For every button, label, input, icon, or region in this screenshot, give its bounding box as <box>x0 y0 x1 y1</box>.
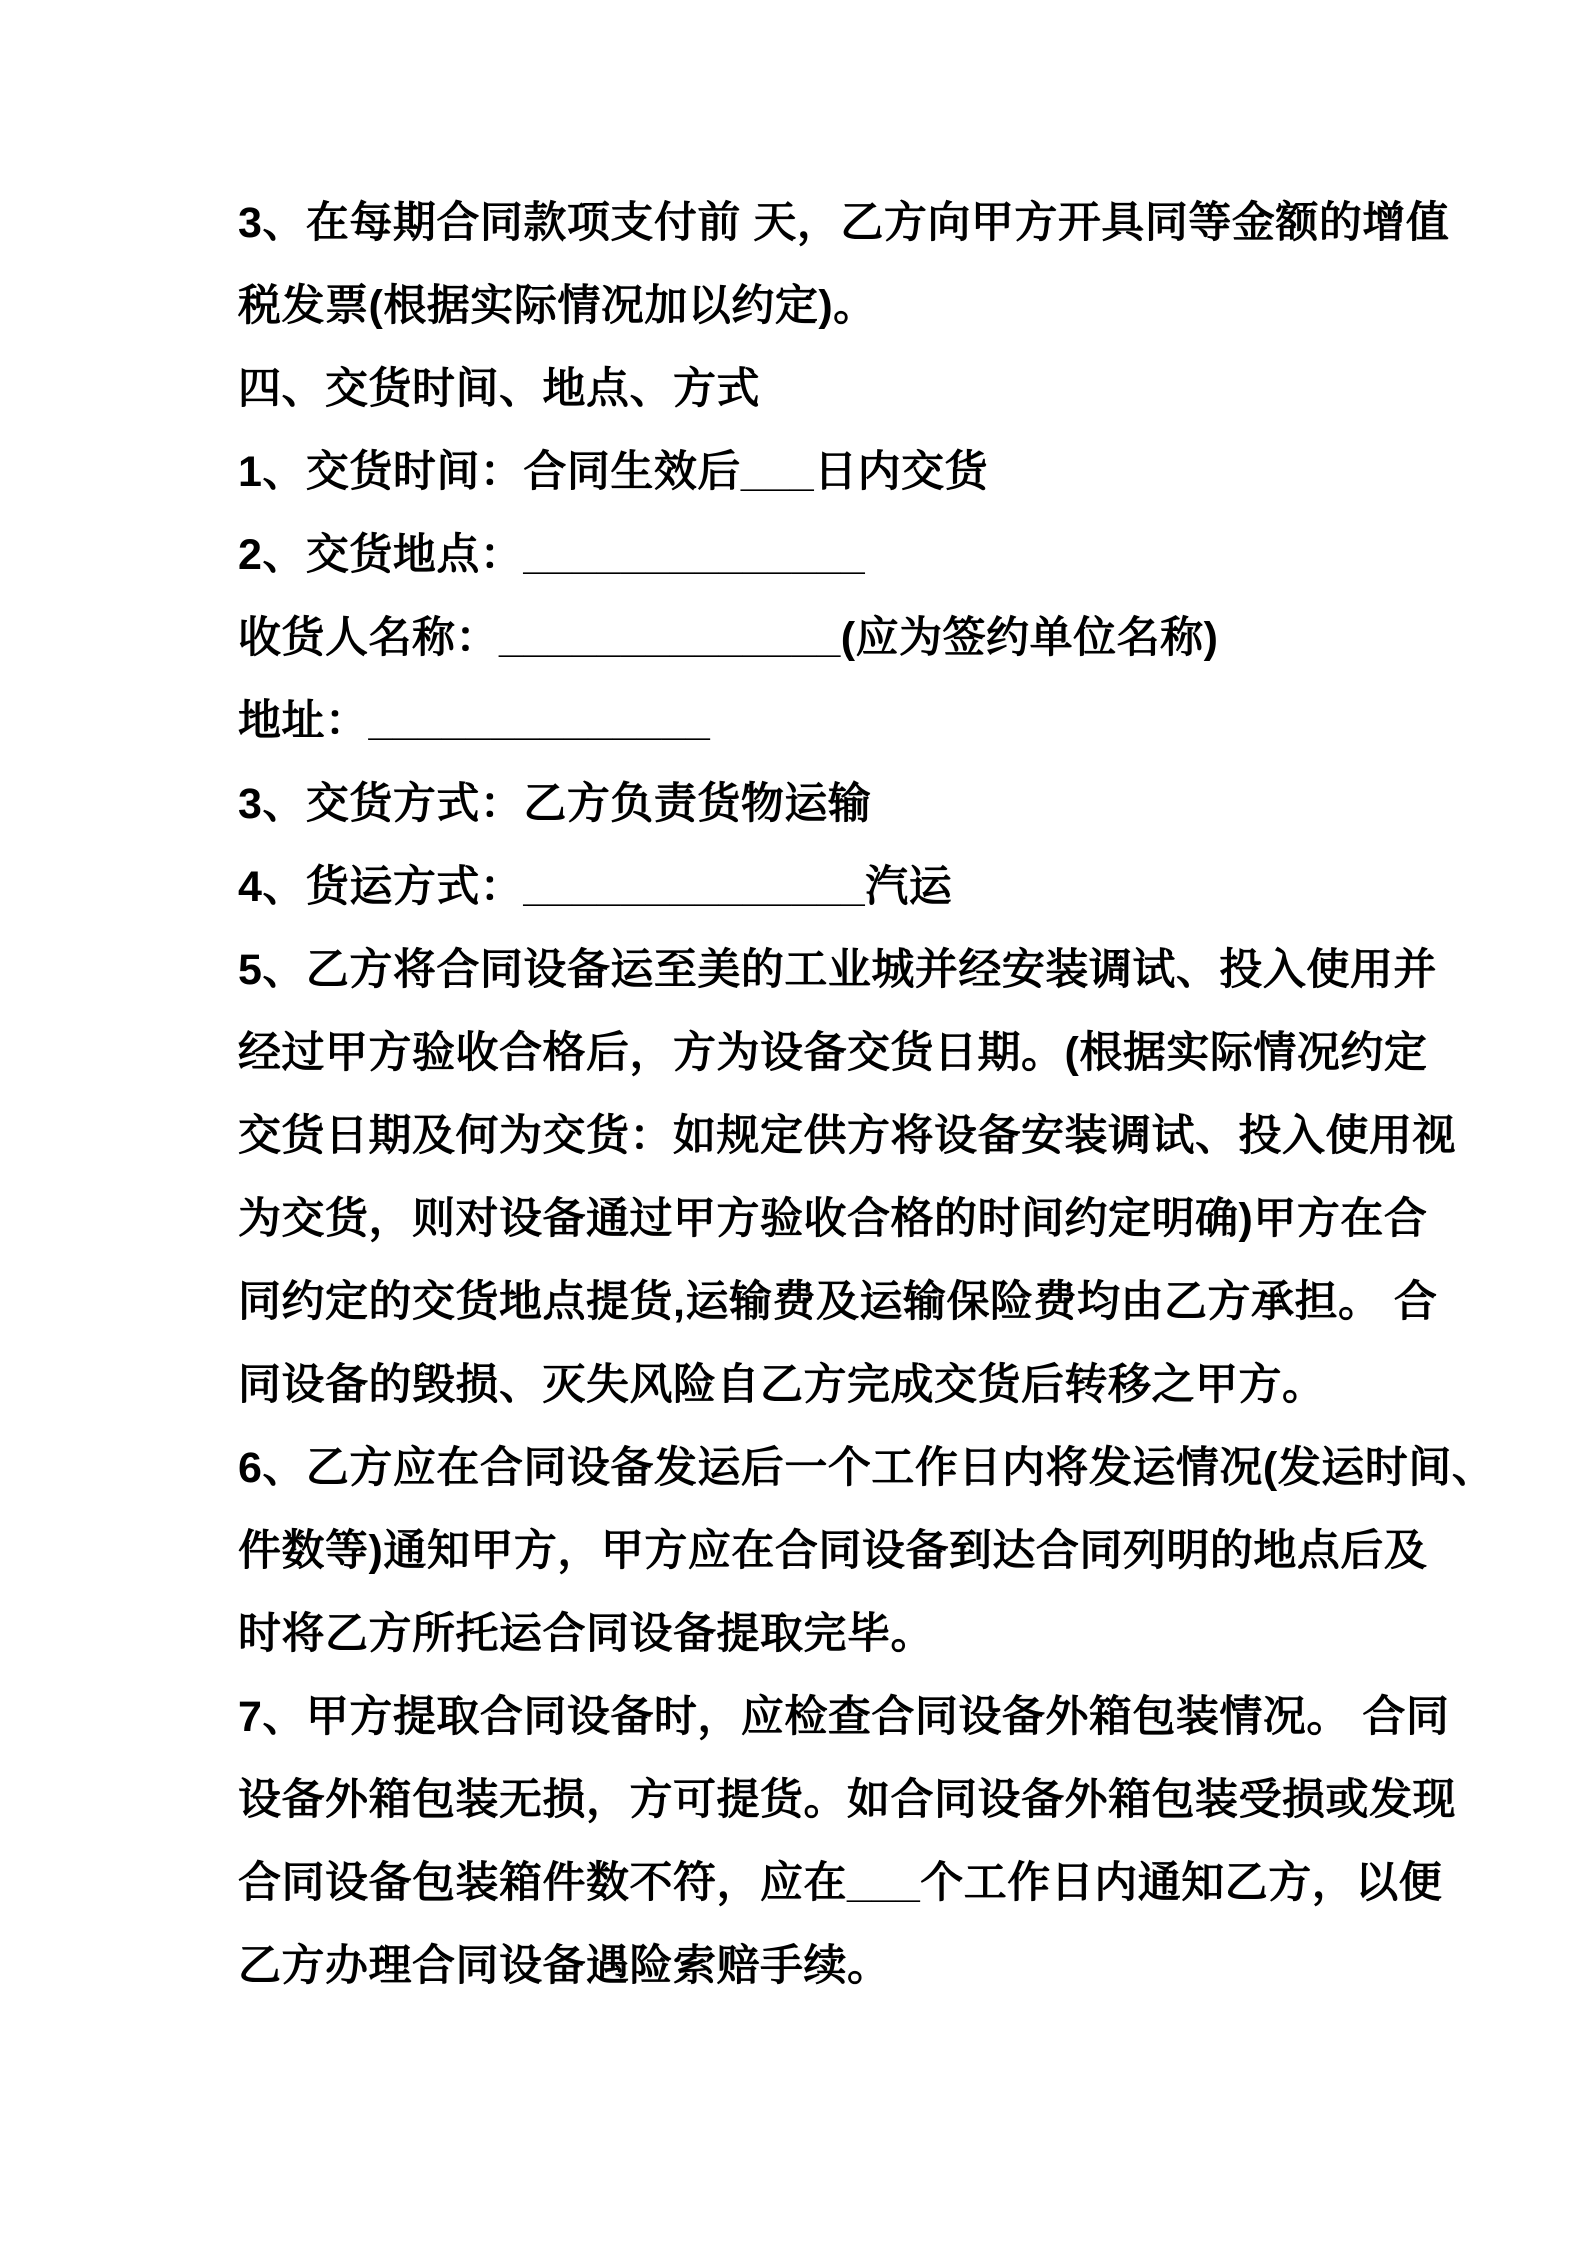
contract-text-block <box>238 182 1496 2008</box>
contract-line-delivery-method: 3、交货方式：乙方负责货物运输 <box>238 780 872 828</box>
contract-line-invoice-2: 税发票(根据实际情况加以约定)。 <box>238 282 877 330</box>
contract-clause5-line-4: 为交货，则对设备通过甲方验收合格的时间约定明确)甲方在合 <box>238 1195 1428 1243</box>
contract-clause5-line-2: 经过甲方验收合格后，方为设备交货日期。(根据实际情况约定 <box>238 1029 1428 1077</box>
contract-line-receiver-name: 收货人名称：______________(应为签约单位名称) <box>238 614 1219 662</box>
contract-clause6-line-3: 时将乙方所托运合同设备提取完毕。 <box>238 1610 934 1658</box>
contract-clause7-line-4: 乙方办理合同设备遇险索赔手续。 <box>238 1942 891 1990</box>
contract-clause5-line-3: 交货日期及何为交货：如规定供方将设备安装调试、投入使用视 <box>238 1112 1456 1160</box>
contract-section-heading: 四、交货时间、地点、方式 <box>238 365 760 413</box>
contract-clause6-line-2: 件数等)通知甲方，甲方应在合同设备到达合同列明的地点后及 <box>238 1527 1428 1575</box>
contract-clause5-line-5: 同约定的交货地点提货,运输费及运输保险费均由乙方承担。 合 <box>238 1278 1438 1326</box>
contract-line-invoice-1: 3、在每期合同款项支付前 天，乙方向甲方开具同等金额的增值 <box>238 199 1450 247</box>
contract-line-freight-method: 4、货运方式：______________汽运 <box>238 863 953 911</box>
contract-clause5-line-1: 5、乙方将合同设备运至美的工业城并经安装调试、投入使用并 <box>238 946 1437 994</box>
contract-line-address: 地址：______________ <box>238 697 711 745</box>
contract-clause5-line-6: 同设备的毁损、灭失风险自乙方完成交货后转移之甲方。 <box>238 1361 1326 1409</box>
contract-line-delivery-time: 1、交货时间：合同生效后___日内交货 <box>238 448 989 496</box>
contract-clause7-line-2: 设备外箱包装无损，方可提货。如合同设备外箱包装受损或发现 <box>238 1776 1456 1824</box>
contract-line-delivery-place: 2、交货地点：______________ <box>238 531 866 579</box>
contract-clause7-line-3: 合同设备包装箱件数不符，应在___个工作日内通知乙方，以便 <box>238 1859 1443 1907</box>
contract-clause6-line-1: 6、乙方应在合同设备发运后一个工作日内将发运情况(发运时间、 <box>238 1444 1496 1492</box>
contract-clause7-line-1: 7、甲方提取合同设备时，应检查合同设备外箱包装情况。 合同 <box>238 1693 1450 1741</box>
